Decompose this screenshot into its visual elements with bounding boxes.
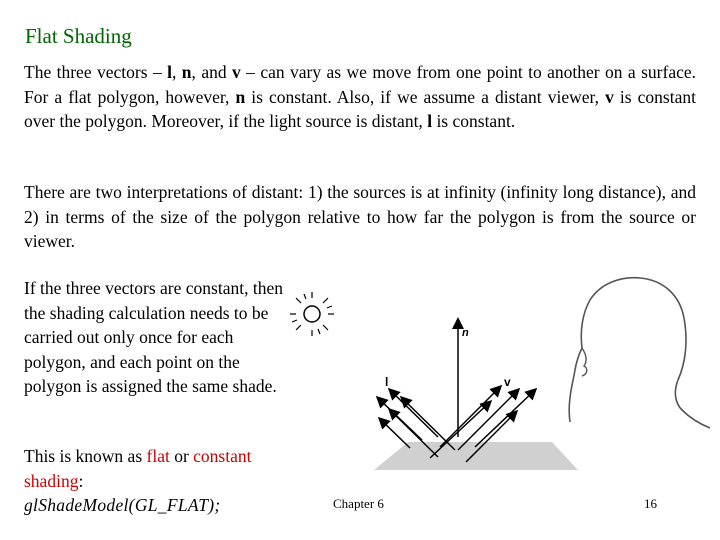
paragraph-flat-shading: This is known as flat or constant shading: glShadeModel(GL_FLAT);	[24, 446, 252, 515]
footer-chapter: Chapter 6	[333, 496, 384, 511]
viewer-face-profile	[582, 348, 587, 376]
code-snippet: glShadeModel(GL_FLAT);	[24, 495, 221, 515]
footer-page-number: 16	[644, 496, 657, 511]
paragraph-vectors: The three vectors – l, n, and v – can vary as we move from one point to another on a surface. For a flat polygon, however, n is constant. Also, if we assume a distant viewer, v is constant over the polygon. Moreover, if the light source is distant, l is constant.	[24, 62, 697, 131]
flat-shading-diagram	[290, 262, 710, 482]
term-flat: flat	[146, 446, 170, 466]
view-label: v	[504, 375, 511, 389]
paragraph-distant: There are two interpretations of distant: 1) the sources is at infinity (infinity long distance), and 2) in terms of the size of the polygon relative to how far the polygon is from the source or viewer.	[24, 182, 696, 251]
viewer-head-icon	[569, 278, 710, 428]
slide-title: Flat Shading	[25, 24, 132, 48]
sun-icon	[290, 292, 334, 336]
light-label: l	[385, 375, 389, 389]
paragraph-constant-vectors: If the three vectors are constant, then the shading calculation needs to be carried out only once for each polygon, and each point on the polygon is assigned the same shade.	[24, 278, 283, 396]
term-constant-shading: constant shading	[24, 446, 252, 491]
normal-label: n	[462, 327, 469, 339]
